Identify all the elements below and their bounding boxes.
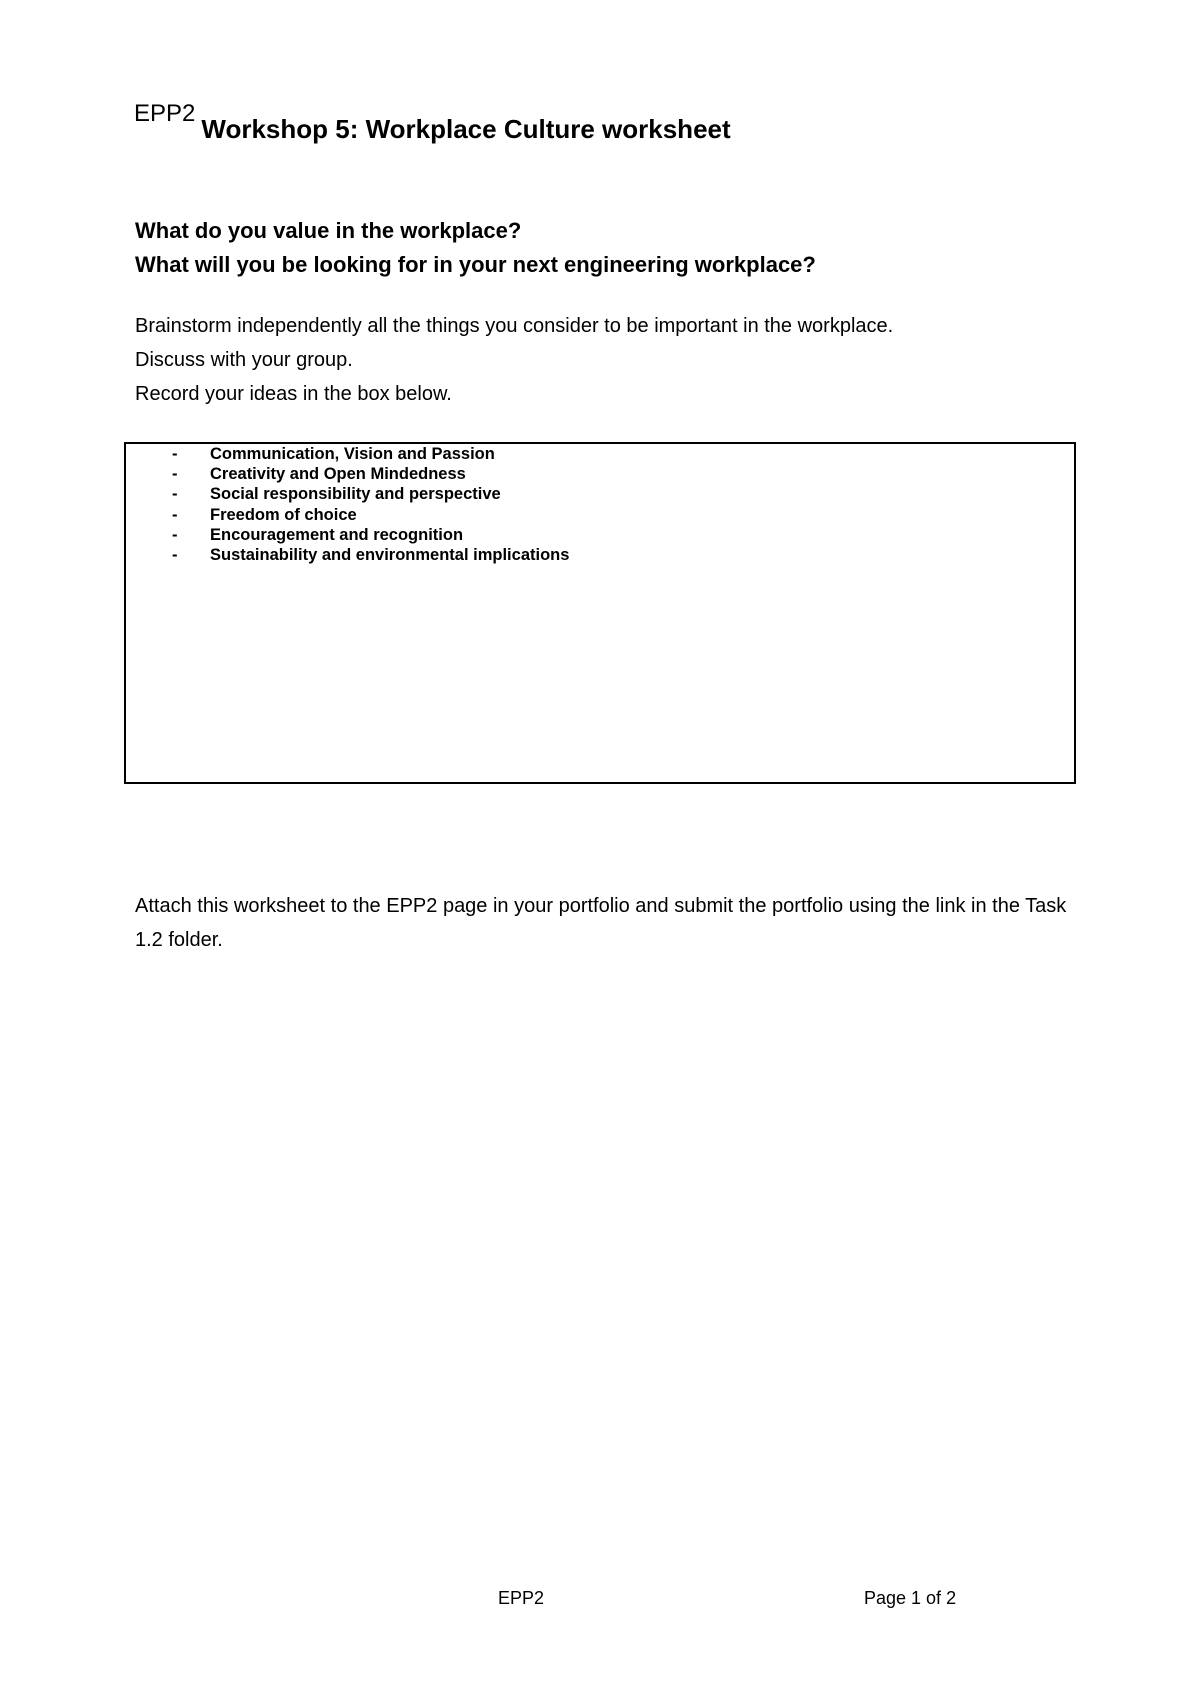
bullet-dash: - <box>172 485 178 504</box>
bullet-dash: - <box>172 525 178 544</box>
idea-text: Freedom of choice <box>210 505 357 524</box>
instructions <box>135 309 893 411</box>
questions <box>135 214 816 282</box>
idea-text: Social responsibility and perspective <box>210 485 501 504</box>
idea-item <box>172 545 569 565</box>
idea-item <box>172 505 569 525</box>
bullet-dash: - <box>172 505 178 524</box>
idea-text: Communication, Vision and Passion <box>210 445 495 463</box>
idea-text: Creativity and Open Mindedness <box>210 465 466 484</box>
idea-text: Encouragement and recognition <box>210 525 464 544</box>
bullet-dash: - <box>172 465 178 484</box>
title-row <box>134 100 731 144</box>
course-code: EPP2 <box>134 100 196 127</box>
question-value: What do you value in the workplace? <box>135 218 522 243</box>
instruction-record: Record your ideas in the box below. <box>135 383 452 405</box>
idea-item <box>172 464 569 484</box>
instruction-brainstorm: Brainstorm independently all the things you consider to be important in the workplace. <box>135 315 894 337</box>
idea-item <box>172 525 569 545</box>
question-next-workplace: What will you be looking for in your next engineering workplace? <box>135 252 816 277</box>
idea-text: Sustainability and environmental implications <box>210 546 570 565</box>
footer-page-number: Page 1 of 2 <box>864 1588 957 1608</box>
instruction-discuss: Discuss with your group. <box>135 349 353 371</box>
footer-course-code: EPP2 <box>498 1588 545 1608</box>
bullet-dash: - <box>172 546 178 565</box>
page-title: Workshop 5: Workplace Culture worksheet <box>201 114 731 144</box>
idea-item <box>172 484 569 504</box>
ideas-box[interactable] <box>124 442 1076 784</box>
closing-instruction: Attach this worksheet to the EPP2 page in your portfolio and submit the portfolio using the link in the Task 1.2 folder. <box>135 895 1067 951</box>
idea-item <box>172 444 569 464</box>
bullet-dash: - <box>172 445 178 463</box>
ideas-list <box>172 444 569 565</box>
